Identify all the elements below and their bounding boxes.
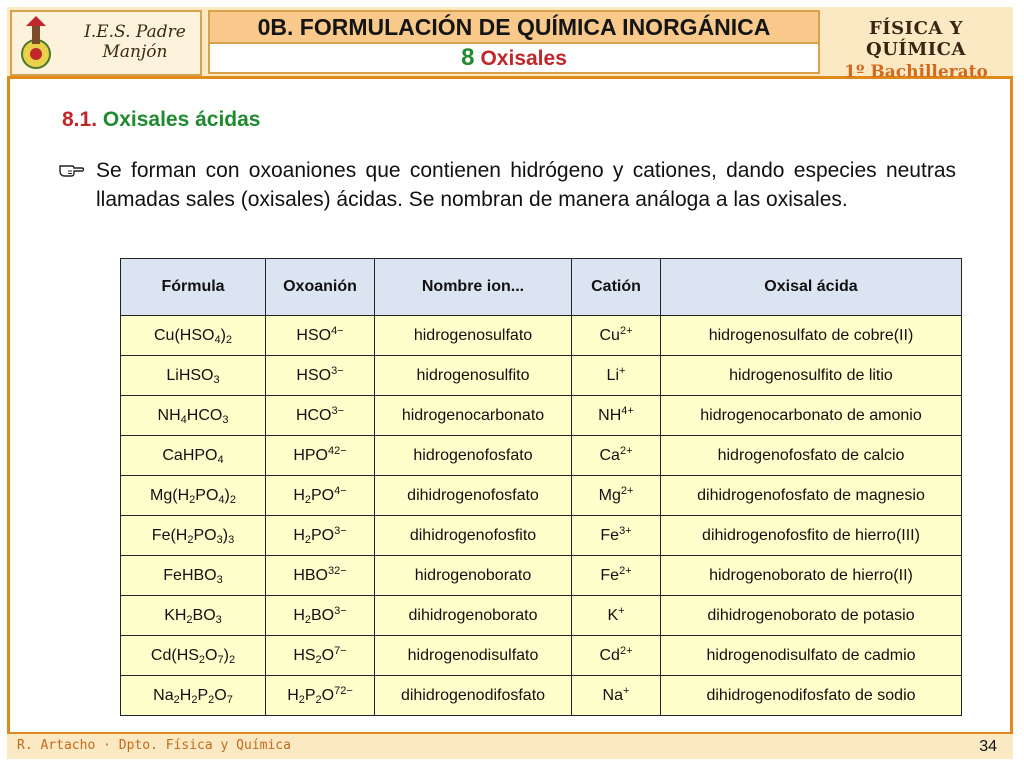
cell-acid-oxisal: hidrogenodisulfato de cadmio <box>661 636 962 676</box>
title-box <box>208 10 820 74</box>
table-header-row <box>121 259 962 316</box>
unit-subtitle <box>208 44 820 74</box>
table-row <box>121 596 962 636</box>
cell-oxoanion: $H_2PO^{3-}$ <box>266 516 375 556</box>
subtitle-number: 8 <box>461 44 475 71</box>
cell-cation: $Cd^{2+}$ <box>572 636 661 676</box>
cell-ion-name: hidrogenosulfito <box>375 356 572 396</box>
table-row <box>121 556 962 596</box>
cell-formula: $KH_2BO_3$ <box>121 596 266 636</box>
cell-acid-oxisal: hidrogenosulfito de litio <box>661 356 962 396</box>
cell-oxoanion: $HS_2O^{7-}$ <box>266 636 375 676</box>
cell-ion-name: dihidrogenoborato <box>375 596 572 636</box>
section-number: 8.1. <box>62 108 98 131</box>
footer-credit: R. Artacho · Dpto. Física y Química <box>17 738 291 753</box>
cell-formula: $Na_2H_2P_2O_7$ <box>121 676 266 716</box>
column-header-oxoanion: Oxoanión <box>266 259 375 316</box>
unit-title: 0B. FORMULACIÓN DE QUÍMICA INORGÁNICA <box>208 10 820 44</box>
cell-ion-name: hidrogenofosfato <box>375 436 572 476</box>
cell-oxoanion: $HCO^{3-}$ <box>266 396 375 436</box>
cell-acid-oxisal: dihidrogenofosfito de hierro(III) <box>661 516 962 556</box>
cell-oxoanion: $HSO^{4-}$ <box>266 316 375 356</box>
table-row <box>121 636 962 676</box>
cell-ion-name: hidrogenosulfato <box>375 316 572 356</box>
cell-ion-name: hidrogenocarbonato <box>375 396 572 436</box>
cell-oxoanion: $HSO^{3-}$ <box>266 356 375 396</box>
cell-oxoanion: $H_2P_2O^{72-}$ <box>266 676 375 716</box>
table-row <box>121 436 962 476</box>
table-row <box>121 516 962 556</box>
school-name-line1: I.E.S. Padre <box>84 22 186 42</box>
cell-acid-oxisal: dihidrogenofosfato de magnesio <box>661 476 962 516</box>
cell-formula: LiHSO$_3$ <box>121 356 266 396</box>
subject-name: FÍSICA Y QUÍMICA <box>866 18 966 60</box>
course-name: 1º Bachillerato <box>844 62 988 82</box>
section-heading <box>62 108 261 132</box>
cell-formula: $Cu(HSO_4)_2$ <box>121 316 266 356</box>
school-crest-icon <box>18 14 76 74</box>
cell-cation: $Fe^{3+}$ <box>572 516 661 556</box>
cell-ion-name: dihidrogenofosfato <box>375 476 572 516</box>
column-header-acid-oxisal: Oxisal ácida <box>661 259 962 316</box>
table-body <box>121 316 962 716</box>
cell-cation: $Mg^{2+}$ <box>572 476 661 516</box>
cell-cation: $Fe^{2+}$ <box>572 556 661 596</box>
cell-acid-oxisal: hidrogenosulfato de cobre(II) <box>661 316 962 356</box>
cell-acid-oxisal: dihidrogenodifosfato de sodio <box>661 676 962 716</box>
cell-formula: $NH_4HCO_3$ <box>121 396 266 436</box>
cell-oxoanion: $HBO^{32-}$ <box>266 556 375 596</box>
cell-acid-oxisal: hidrogenocarbonato de amonio <box>661 396 962 436</box>
cell-cation: Li+ <box>572 356 661 396</box>
cell-formula: $Cd(HS_2O_7)_2$ <box>121 636 266 676</box>
school-name-line2: Manjón <box>102 42 168 62</box>
cell-cation: Na+ <box>572 676 661 716</box>
cell-acid-oxisal: hidrogenoborato de hierro(II) <box>661 556 962 596</box>
cell-acid-oxisal: dihidrogenoborato de potasio <box>661 596 962 636</box>
pointing-hand-icon <box>58 160 84 178</box>
table-row <box>121 676 962 716</box>
cell-oxoanion: $H_2BO^{3-}$ <box>266 596 375 636</box>
section-title: Oxisales ácidas <box>102 108 261 131</box>
table-row <box>121 476 962 516</box>
school-logo-box <box>10 10 202 76</box>
cell-acid-oxisal: hidrogenofosfato de calcio <box>661 436 962 476</box>
cell-ion-name: hidrogenodisulfato <box>375 636 572 676</box>
subtitle-text: Oxisales <box>480 47 567 70</box>
footer-bar <box>7 732 1013 759</box>
cell-ion-name: dihidrogenofosfito <box>375 516 572 556</box>
cell-cation: K+ <box>572 596 661 636</box>
cell-ion-name: hidrogenoborato <box>375 556 572 596</box>
table-row <box>121 396 962 436</box>
bullet-text: Se forman con oxoaniones que contienen hidrógeno y cationes, dando especies neutras llamadas sales (oxisales) ácidas. Se nombran de manera análoga a las oxisales. <box>96 159 956 211</box>
cell-ion-name: dihidrogenodifosfato <box>375 676 572 716</box>
column-header-cation: Catión <box>572 259 661 316</box>
cell-formula: $Mg(H_2PO_4)_2$ <box>121 476 266 516</box>
column-header-formula: Fórmula <box>121 259 266 316</box>
column-header-ion-name: Nombre ion... <box>375 259 572 316</box>
cell-oxoanion: $H_2PO^{4-}$ <box>266 476 375 516</box>
cell-formula: $Fe(H_2PO_3)_3$ <box>121 516 266 556</box>
cell-formula: FeHBO$_3$ <box>121 556 266 596</box>
cell-oxoanion: $HPO^{42-}$ <box>266 436 375 476</box>
oxisales-table <box>120 258 962 716</box>
cell-cation: $NH^{4+}$ <box>572 396 661 436</box>
table-row <box>121 316 962 356</box>
table-row <box>121 356 962 396</box>
cell-cation: $Ca^{2+}$ <box>572 436 661 476</box>
page-number: 34 <box>979 738 997 755</box>
cell-cation: $Cu^{2+}$ <box>572 316 661 356</box>
subject-box <box>826 10 1006 82</box>
cell-formula: CaHPO$_4$ <box>121 436 266 476</box>
school-name <box>70 22 200 62</box>
